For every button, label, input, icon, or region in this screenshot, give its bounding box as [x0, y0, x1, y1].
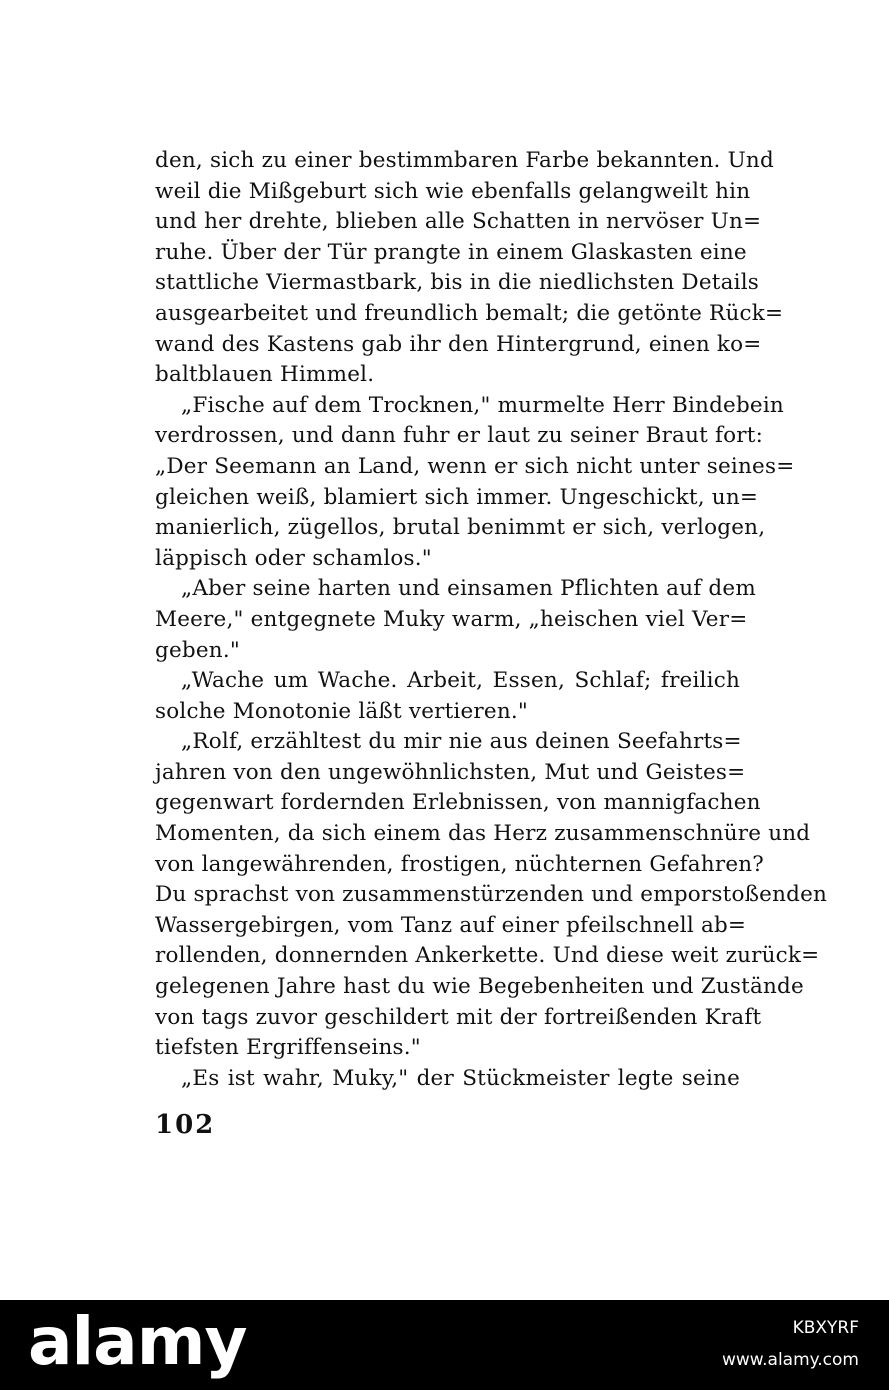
text-line: solche Monotonie läßt vertieren." [155, 698, 529, 724]
text-line: manierlich, zügellos, brutal benimmt er sich, verlogen, [155, 515, 766, 541]
text-line: und her drehte, blieben alle Schatten in nervöser Un= [155, 209, 762, 235]
text-line: von langewährenden, frostigen, nüchternen Gefahren? [155, 851, 765, 877]
text-line: geben." [155, 637, 240, 663]
text-line: „Rolf, erzähltest du mir nie aus deinen Seefahrts= [181, 729, 742, 755]
page-number: 102 [155, 1110, 216, 1140]
text-line: stattliche Viermastbark, bis in die niedlichsten Details [155, 270, 760, 296]
text-line: „Es ist wahr, Muky," der Stückmeister legte seine [181, 1065, 740, 1091]
text-line: läppisch oder schamlos." [155, 545, 432, 571]
text-line: verdrossen, und dann fuhr er laut zu seiner Braut fort: [155, 423, 764, 449]
text-line: den, sich zu einer bestimmbaren Farbe bekannten. Und [155, 148, 774, 173]
image-id: KBXYRF [792, 1318, 859, 1338]
text-line: ruhe. Über der Tür prangte in einem Glaskasten eine [155, 239, 747, 265]
text-line: tiefsten Ergriffenseins." [155, 1035, 421, 1061]
text-line: gleichen weiß, blamiert sich immer. Ungeschickt, un= [155, 484, 759, 510]
text-line: ausgearbeitet und freundlich bemalt; die getönte Rück= [155, 300, 784, 326]
text-line: Wassergebirgen, vom Tanz auf einer pfeilschnell ab= [155, 912, 747, 938]
text-line: Du sprachst von zusammenstürzenden und emporstoßenden [155, 882, 828, 908]
text-line: „Wache um Wache. Arbeit, Essen, Schlaf; freilich [181, 668, 740, 694]
text-line: jahren von den ungewöhnlichsten, Mut und Geistes= [155, 759, 746, 785]
text-line: Momenten, da sich einem das Herz zusammenschnüre und [155, 821, 811, 847]
text-line: gegenwart fordernden Erlebnissen, von mannigfachen [155, 790, 761, 816]
text-line: wand des Kastens gab ihr den Hintergrund, einen ko= [155, 331, 762, 357]
body-text [155, 146, 828, 1094]
alamy-logo: alamy [28, 1303, 247, 1380]
text-line: „Der Seemann an Land, wenn er sich nicht unter seines= [155, 453, 795, 479]
text-line: „Aber seine harten und einsamen Pflichten auf dem [181, 576, 756, 602]
text-line: weil die Mißgeburt sich wie ebenfalls gelangweilt hin [155, 178, 751, 204]
text-line: gelegenen Jahre hast du wie Begebenheiten und Zustände [155, 974, 804, 1000]
text-line: „Fische auf dem Trocknen," murmelte Herr Bindebein [181, 392, 784, 418]
text-line: Meere," entgegnete Muky warm, „heischen viel Ver= [155, 606, 748, 632]
text-line: von tags zuvor geschildert mit der fortreißenden Kraft [155, 1004, 762, 1030]
text-line: baltblauen Himmel. [155, 362, 375, 388]
text-line: rollenden, donnernden Ankerkette. Und diese weit zurück= [155, 943, 820, 969]
watermark-url: www.alamy.com [721, 1350, 859, 1370]
